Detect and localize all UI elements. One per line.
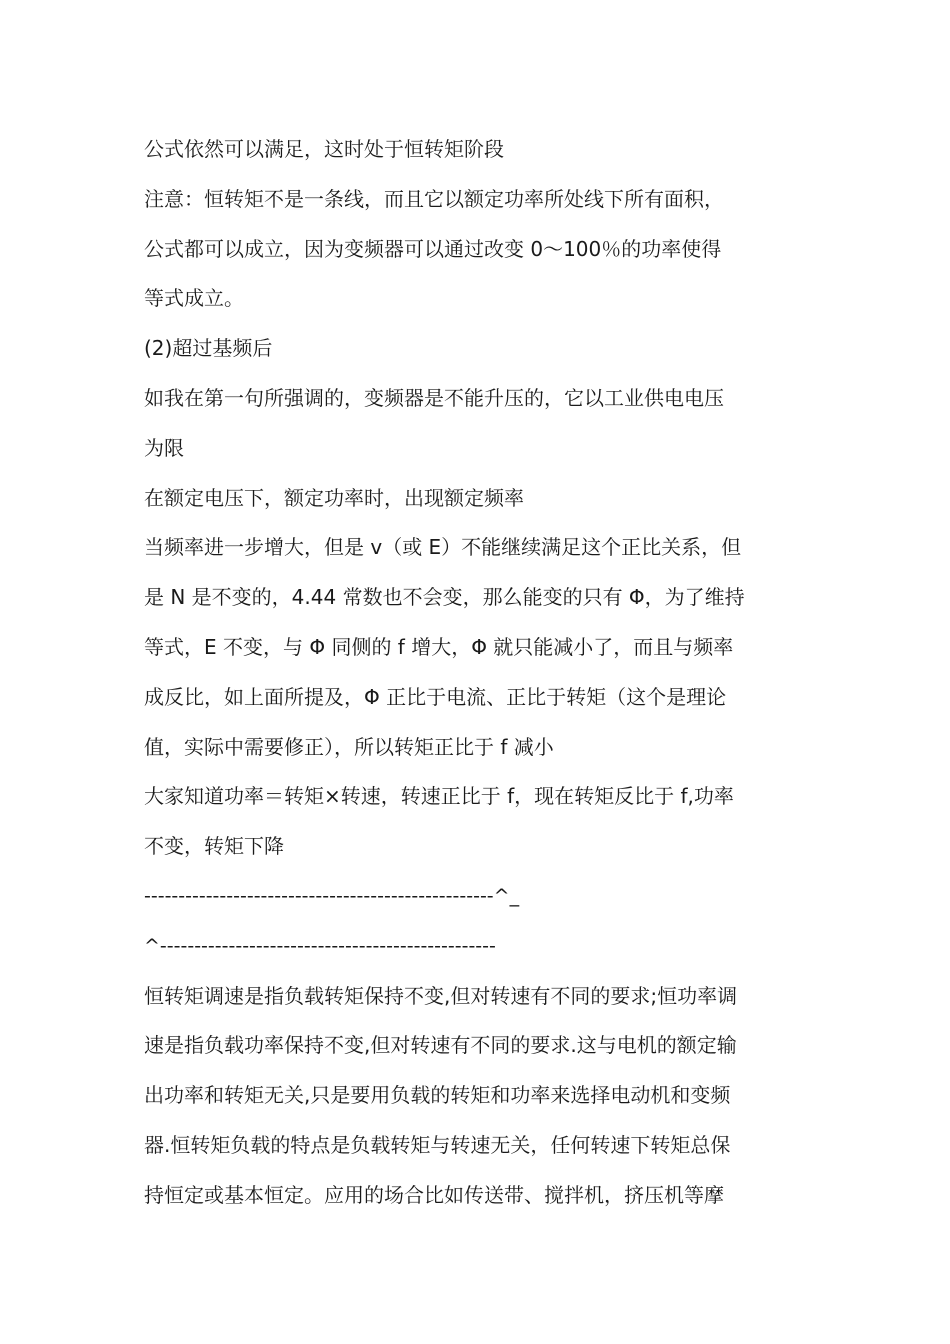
text-line: 成反比，如上面所提及，Φ 正比于电流、正比于转矩（这个是理论 [144,684,727,709]
text-line: 为限 [144,435,184,460]
text-line: 出功率和转矩无关,只是要用负载的转矩和功率来选择电动机和变频 [144,1083,731,1108]
text-line: 当频率进一步增大，但是 v（或 E）不能继续满足这个正比关系，但 [144,535,742,560]
text-line: 在额定电压下，额定功率时，出现额定频率 [144,485,524,510]
text-line: 公式都可以成立，因为变频器可以通过改变 0～100％的功率使得 [144,236,722,261]
text-line: 速是指负载功率保持不变,但对转速有不同的要求.这与电机的额定输 [144,1033,737,1058]
section-heading: (2)超过基频后 [144,336,273,361]
text-line: 等式成立。 [144,286,244,311]
separator-line: ^------------------------------------------------- [144,934,496,957]
text-line: 器.恒转矩负载的特点是负载转矩与转速无关，任何转速下转矩总保 [144,1132,731,1157]
separator-line: ---------------------------------------------------^_ [144,884,520,907]
document-body [144,125,808,1221]
text-line: 值，实际中需要修正），所以转矩正比于 f 减小 [144,734,554,759]
text-line: 不变，转矩下降 [144,834,284,859]
text-line: 如我在第一句所强调的，变频器是不能升压的，它以工业供电电压 [144,385,724,410]
text-line: 是 N 是不变的，4.44 常数也不会变，那么能变的只有 Φ，为了维持 [144,585,745,610]
text-line: 大家知道功率＝转矩×转速，转速正比于 f，现在转矩反比于 f,功率 [144,784,734,809]
text-line: 公式依然可以满足，这时处于恒转矩阶段 [144,137,504,161]
text-line: 注意：恒转矩不是一条线，而且它以额定功率所处线下所有面积， [144,186,724,211]
text-line: 持恒定或基本恒定。应用的场合比如传送带、搅拌机，挤压机等摩 [144,1182,724,1207]
text-line: 恒转矩调速是指负载转矩保持不变,但对转速有不同的要求;恒功率调 [144,983,738,1008]
text-line: 等式，E 不变，与 Φ 同侧的 f 增大，Φ 就只能减小了，而且与频率 [144,634,734,659]
